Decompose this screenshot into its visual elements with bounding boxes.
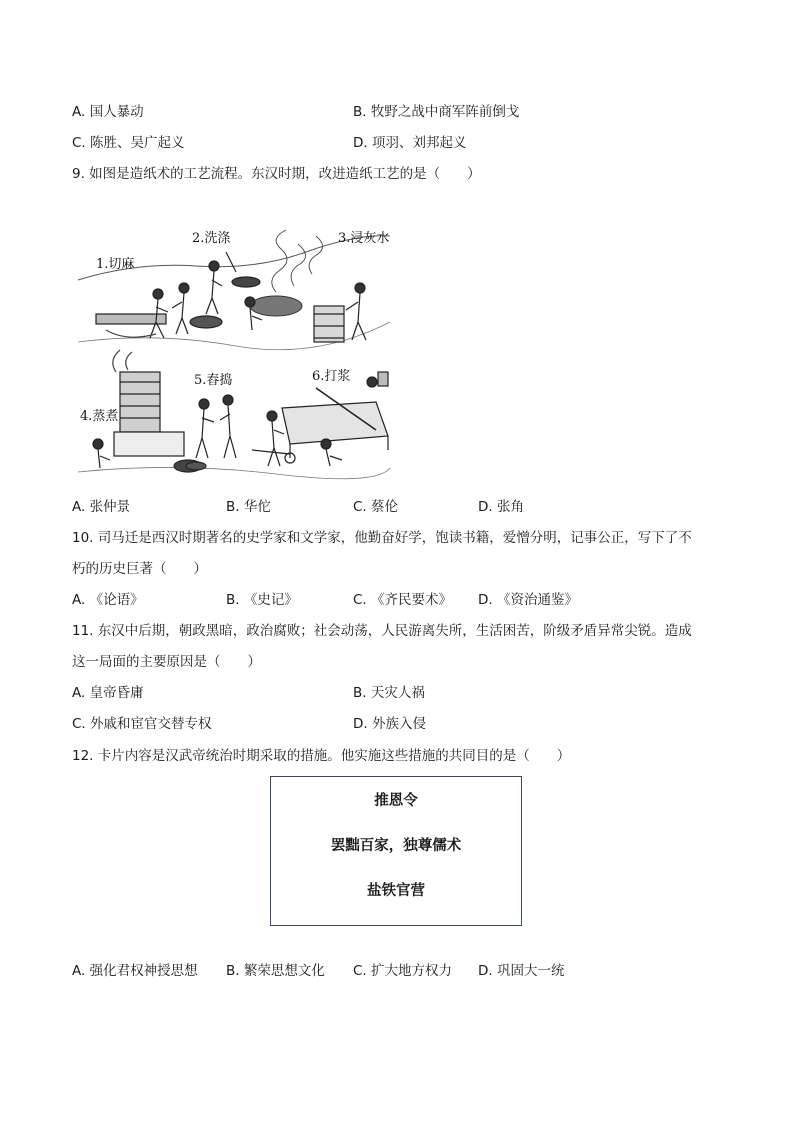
figure-label-cut-hemp: 1.切麻	[96, 257, 135, 272]
q8-option-c: C. 陈胜、吴广起义	[72, 135, 185, 151]
q9-option-c: C. 蔡伦	[353, 499, 399, 515]
q10-stem-line2: 朽的历史巨著（ ）	[72, 561, 207, 577]
policy-card	[270, 776, 522, 926]
figure-label-wash: 2.洗涤	[192, 231, 231, 246]
card-item-confucianism: 罢黜百家，独尊儒术	[330, 838, 462, 854]
figure-label-steam: 4.蒸煮	[80, 409, 119, 424]
papermaking-process-illustration	[76, 222, 392, 486]
q10-option-d: D. 《资治通鉴》	[478, 592, 578, 608]
q11-option-a: A. 皇帝昏庸	[72, 685, 144, 701]
q9-stem: 9. 如图是造纸术的工艺流程。东汉时期，改进造纸工艺的是（ ）	[72, 166, 481, 182]
q11-option-b: B. 天灾人祸	[353, 685, 425, 701]
q10-option-b: B. 《史记》	[226, 592, 298, 608]
q8-option-a: A. 国人暴动	[72, 104, 144, 120]
q11-option-c: C. 外戚和宦官交替专权	[72, 716, 212, 732]
q10-option-c: C. 《齐民要术》	[353, 592, 453, 608]
q8-option-d: D. 项羽、刘邦起义	[353, 135, 467, 151]
q11-stem-line1: 11. 东汉中后期，朝政黑暗，政治腐败；社会动荡，人民游离失所，生活困苦，阶级矛盾异常尖锐。造成	[72, 623, 692, 639]
q12-option-d: D. 巩固大一统	[478, 963, 565, 979]
figure-label-pound: 5.舂捣	[194, 373, 233, 388]
figure-label-lime-water: 3.浸灰水	[338, 231, 390, 246]
q12-stem: 12. 卡片内容是汉武帝统治时期采取的措施。他实施这些措施的共同目的是（ ）	[72, 748, 571, 764]
q10-option-a: A. 《论语》	[72, 592, 144, 608]
card-item-salt-iron: 盐铁官营	[367, 883, 425, 899]
q11-stem-line2: 这一局面的主要原因是（ ）	[72, 654, 261, 670]
q12-option-b: B. 繁荣思想文化	[226, 963, 325, 979]
q9-option-b: B. 华佗	[226, 499, 271, 515]
q9-option-a: A. 张仲景	[72, 499, 131, 515]
figure-label-pulp: 6.打浆	[312, 369, 351, 384]
card-item-tuienling: 推恩令	[374, 793, 418, 809]
q8-option-b: B. 牧野之战中商军阵前倒戈	[353, 104, 520, 120]
q12-option-a: A. 强化君权神授思想	[72, 963, 198, 979]
q11-option-d: D. 外族入侵	[353, 716, 426, 732]
q12-option-c: C. 扩大地方权力	[353, 963, 453, 979]
q10-stem-line1: 10. 司马迁是西汉时期著名的史学家和文学家，他勤奋好学，饱读书籍，爱憎分明，记事公正，写下了不	[72, 530, 692, 546]
q9-option-d: D. 张角	[478, 499, 524, 515]
